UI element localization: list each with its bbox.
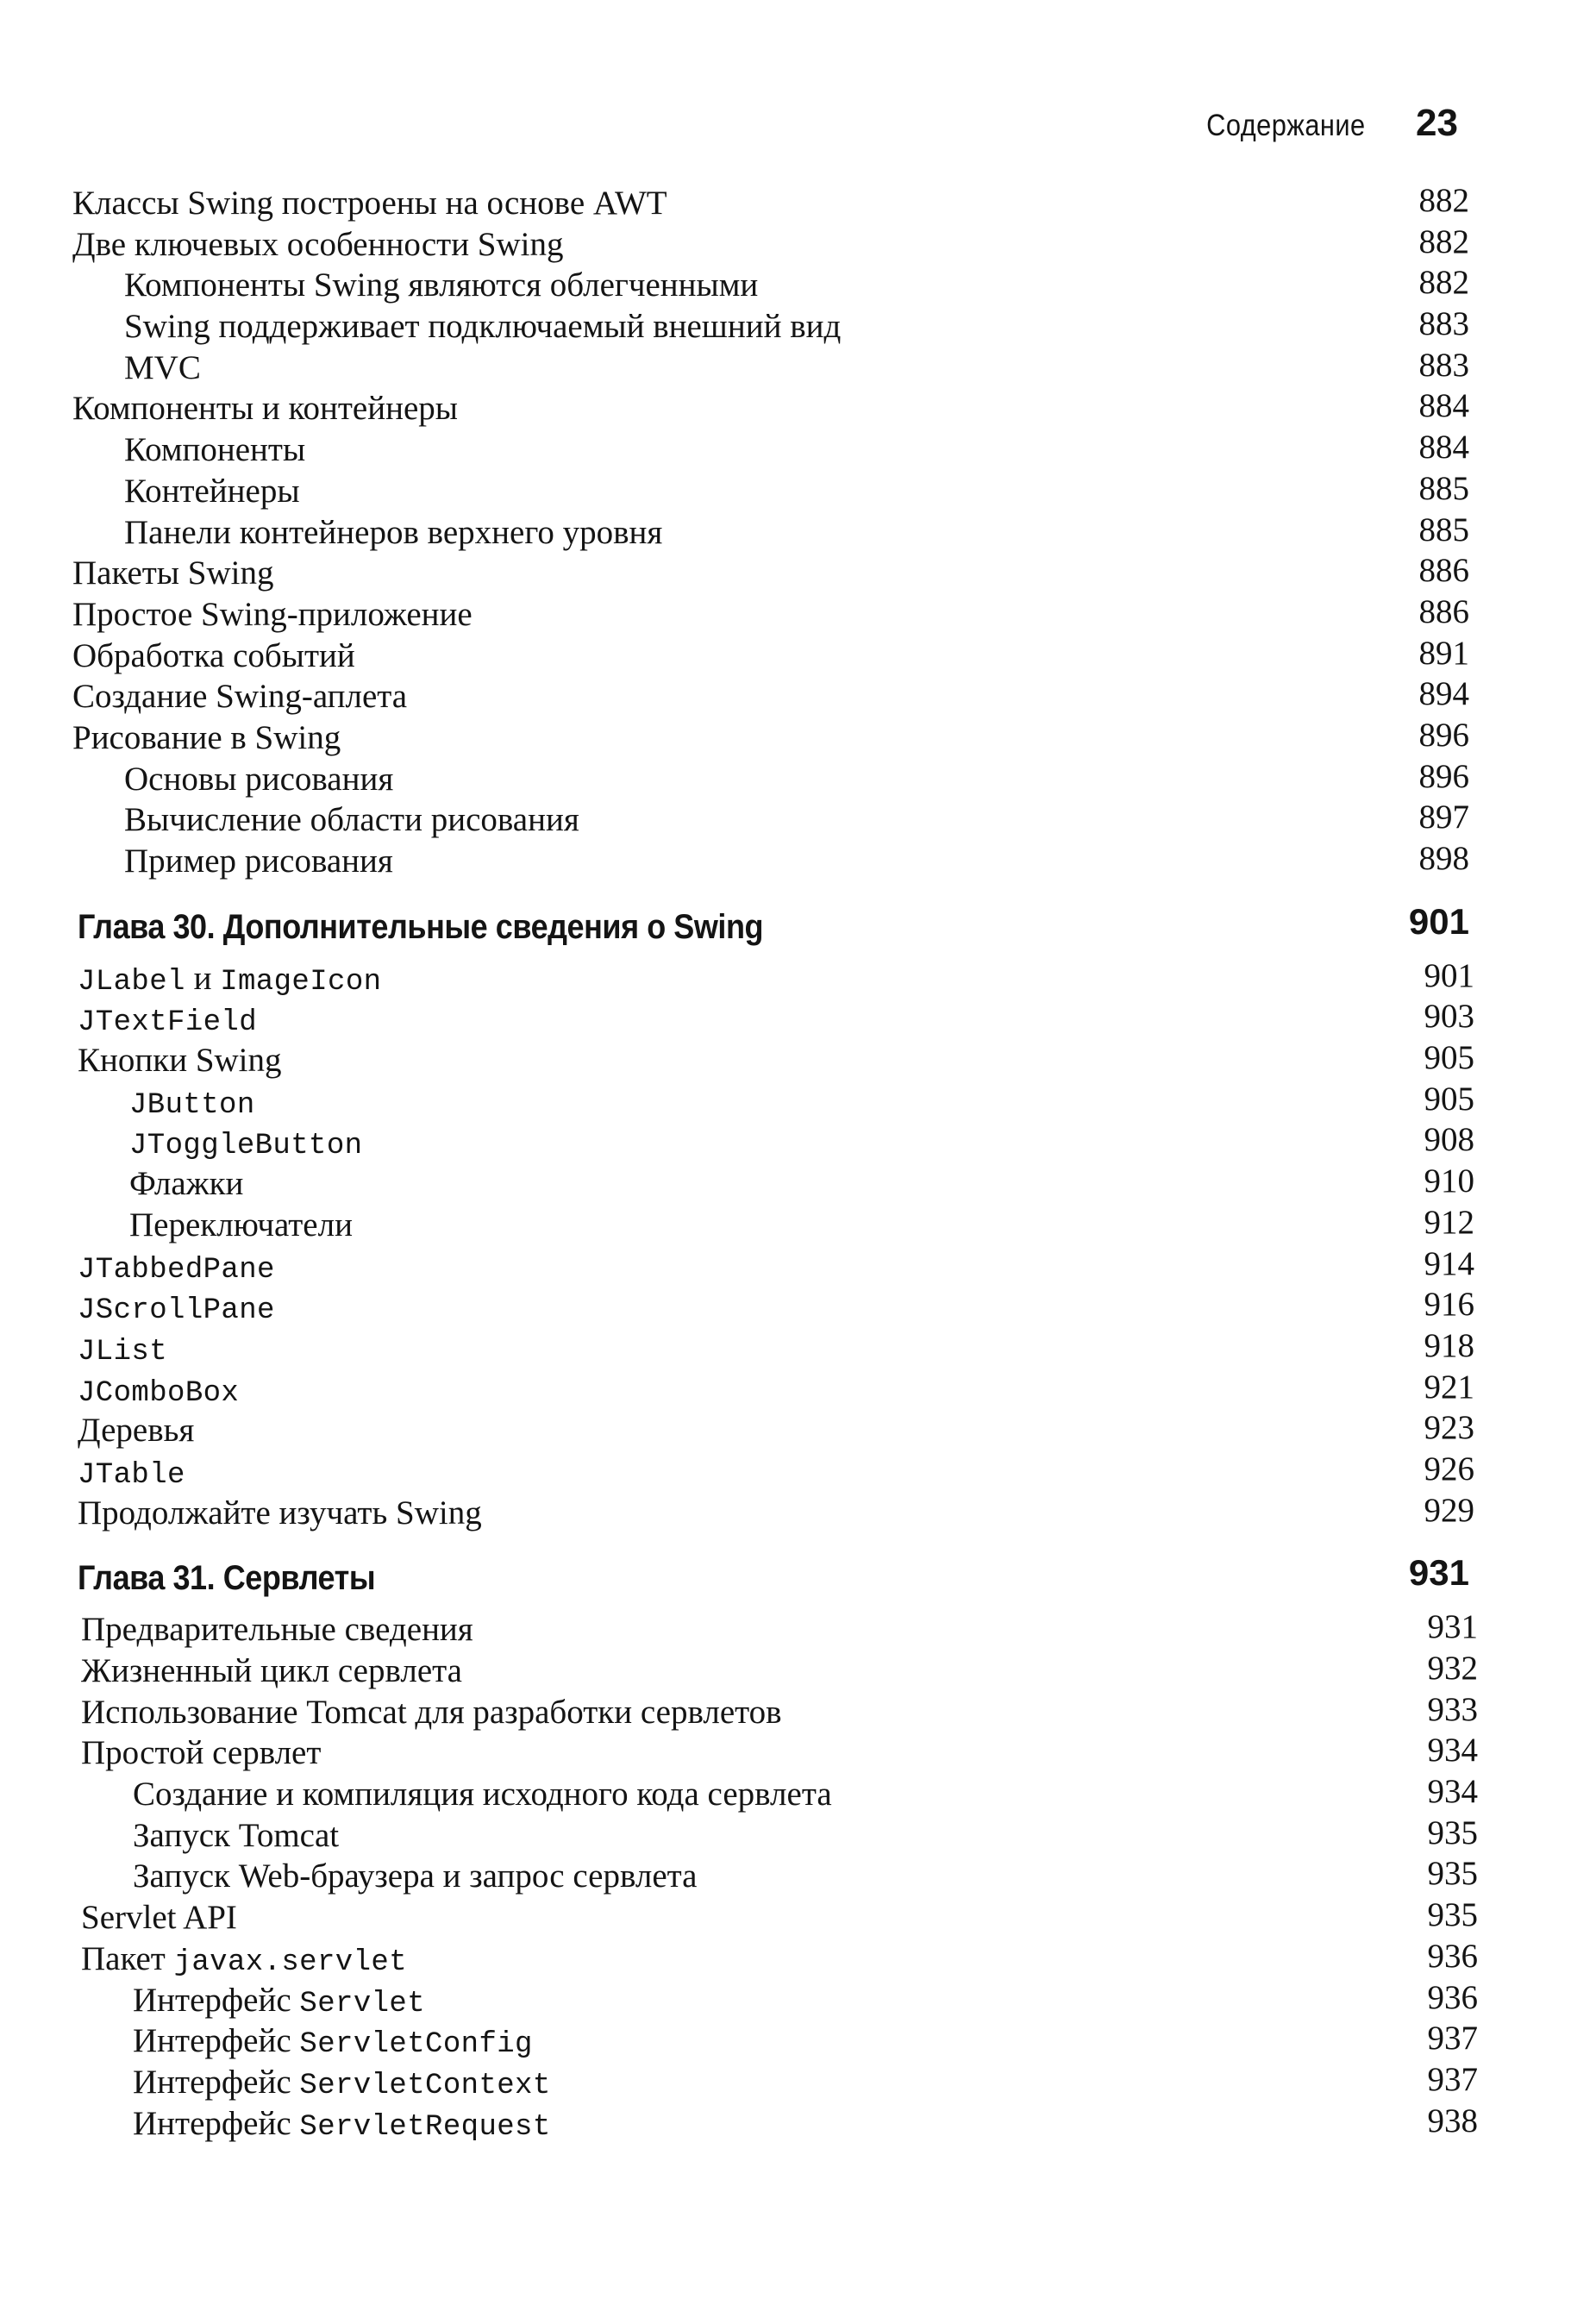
title-text: Интерфейс [133, 2022, 300, 2060]
toc-entry-page: 921 [1424, 1368, 1474, 1406]
toc-entry-title [78, 1369, 239, 1415]
toc-entry-title: Вычисление области рисования [124, 801, 579, 839]
toc-entry [78, 1040, 1474, 1081]
toc-entry-title: Классы Swing построены на основе AWT [72, 185, 667, 222]
code-term: JScrollPane [78, 1294, 275, 1328]
toc-entry-title: Жизненный цикл сервлета [81, 1652, 462, 1689]
toc-entries [72, 183, 1469, 882]
toc-entry-title: Продолжайте изучать Swing [78, 1494, 482, 1532]
toc-entry-page: 934 [1427, 1732, 1478, 1770]
code-term: ServletRequest [299, 2110, 551, 2144]
toc-entry-page: 931 [1427, 1608, 1478, 1646]
toc-entry [81, 1856, 1478, 1897]
code-term: JTable [78, 1458, 185, 1492]
toc-entry-page: 901 [1424, 956, 1474, 994]
toc-entry [81, 1980, 1478, 2021]
toc-entry-title: MVC [124, 348, 201, 386]
toc-entry-title [129, 1081, 255, 1127]
toc-entry-page: 896 [1418, 757, 1469, 795]
toc-entry [72, 224, 1469, 266]
toc-entry-page: 926 [1424, 1450, 1474, 1488]
toc-entry-title: Пример рисования [124, 843, 393, 880]
toc-entry-page: 883 [1418, 346, 1469, 384]
toc-entry-title [81, 1939, 407, 1984]
code-term: Servlet [299, 1987, 426, 2020]
toc-entry [72, 265, 1469, 306]
toc-entry [72, 512, 1469, 554]
toc-block-continuation [72, 183, 1469, 882]
toc-entry [72, 841, 1469, 882]
toc-entry-page: 910 [1424, 1162, 1474, 1200]
toc-entry-page: 935 [1427, 1896, 1478, 1934]
title-text: Интерфейс [133, 1981, 300, 2019]
toc-entry-page: 884 [1418, 429, 1469, 467]
toc-entry-title [78, 958, 381, 1004]
toc-entry-page: 934 [1427, 1773, 1478, 1811]
toc-entry-page: 903 [1424, 998, 1474, 1036]
toc-entry-title: Servlet API [81, 1899, 237, 1937]
toc-entry-title [78, 999, 257, 1044]
toc-entry [72, 306, 1469, 348]
toc-entry-page: 882 [1418, 182, 1469, 219]
toc-entry-title [133, 2062, 551, 2108]
toc-entry [72, 471, 1469, 512]
toc-entry [81, 1939, 1478, 1980]
toc-entry [72, 594, 1469, 636]
toc-entry-title: Две ключевых особенности Swing [72, 225, 564, 263]
toc-entry [72, 636, 1469, 677]
toc-entry-page: 929 [1424, 1491, 1474, 1529]
code-term: JToggleButton [129, 1130, 363, 1163]
toc-entry-title: Компоненты Swing являются облегченными [124, 266, 759, 304]
toc-entry-page: 886 [1418, 592, 1469, 630]
toc-entries [78, 958, 1474, 1534]
toc-entry-page: 905 [1424, 1039, 1474, 1077]
toc-entry-title: Деревья [78, 1412, 195, 1450]
toc-entry [81, 1651, 1478, 1692]
toc-entry-title: Swing поддерживает подключаемый внешний вид [124, 308, 842, 346]
toc-entry [81, 2103, 1478, 2145]
toc-entry [78, 1122, 1474, 1163]
toc-entry [78, 1081, 1474, 1123]
toc-entry-page: 912 [1424, 1203, 1474, 1241]
toc-entry-title: Панели контейнеров верхнего уровня [124, 513, 663, 551]
chapter-page-number: 931 [1408, 1552, 1469, 1594]
toc-entry-title [78, 1451, 185, 1497]
toc-entry-page: 937 [1427, 2020, 1478, 2058]
toc-entry [81, 1692, 1478, 1733]
toc-entry-title: Контейнеры [124, 472, 300, 510]
toc-entry-page: 935 [1427, 1855, 1478, 1893]
title-text: Интерфейс [133, 2104, 300, 2142]
running-head [1185, 102, 1458, 145]
code-term: ImageIcon [220, 965, 382, 999]
toc-entry-title [78, 1246, 275, 1292]
code-term: javax.servlet [173, 1945, 408, 1979]
toc-entry-page: 894 [1418, 675, 1469, 713]
toc-entry-page: 933 [1427, 1690, 1478, 1728]
toc-entry [72, 799, 1469, 841]
toc-entry [78, 1205, 1474, 1246]
toc-entry-page: 885 [1418, 469, 1469, 507]
toc-entry-title [133, 1980, 425, 2026]
toc-entry [78, 1163, 1474, 1205]
toc-entry-page: 882 [1418, 264, 1469, 302]
toc-entry-title: Компоненты и контейнеры [72, 390, 458, 428]
toc-entry-page: 932 [1427, 1650, 1478, 1687]
toc-entry-title: Запуск Tomcat [133, 1816, 340, 1854]
code-term: JTabbedPane [78, 1253, 275, 1287]
toc-entry-title [78, 1287, 275, 1332]
toc-entry [81, 1774, 1478, 1815]
toc-entry [78, 1410, 1474, 1451]
toc-entry-page: 918 [1424, 1326, 1474, 1364]
toc-entry-page: 908 [1424, 1121, 1474, 1159]
running-head-section: Содержание [1206, 109, 1367, 142]
code-term: ServletContext [299, 2069, 551, 2102]
toc-entry-page: 923 [1424, 1409, 1474, 1447]
table-of-contents [72, 182, 1478, 2144]
toc-entry-title: Рисование в Swing [72, 718, 341, 756]
toc-entry [72, 348, 1469, 389]
toc-entry-page: 937 [1427, 2060, 1478, 2098]
toc-entry-page: 938 [1427, 2102, 1478, 2139]
toc-entry [72, 388, 1469, 429]
toc-entry-page: 936 [1427, 1978, 1478, 2016]
toc-entry-title [129, 1122, 362, 1168]
code-term: JList [78, 1335, 168, 1369]
toc-entry-title: Предварительные сведения [81, 1611, 473, 1649]
toc-entry [72, 553, 1469, 594]
toc-entry-title: Флажки [129, 1165, 244, 1203]
toc-entry-page: 905 [1424, 1080, 1474, 1118]
toc-entry-title [133, 2020, 533, 2066]
toc-entry-title: Запуск Web-браузера и запрос сервлета [133, 1857, 698, 1895]
toc-entry-title: Создание Swing-аплета [72, 678, 408, 716]
toc-entry [78, 1328, 1474, 1369]
chapter-heading [72, 882, 1469, 958]
toc-entry [81, 1609, 1478, 1651]
title-text: и [185, 959, 221, 997]
toc-entry [78, 999, 1474, 1040]
toc-entry [72, 183, 1469, 224]
toc-entry [78, 1246, 1474, 1287]
chapter-page-number: 901 [1408, 900, 1469, 942]
toc-entry [81, 2062, 1478, 2103]
chapter-title: Глава 31. Сервлеты [78, 1559, 376, 1598]
toc-entry [81, 1897, 1478, 1939]
toc-entry-title: Использование Tomcat для разработки сервлетов [81, 1693, 782, 1731]
chapter-heading [72, 1533, 1469, 1609]
toc-entry [72, 717, 1469, 759]
toc-entry [78, 1369, 1474, 1411]
toc-entry [81, 1815, 1478, 1857]
toc-entry [81, 1732, 1478, 1774]
code-term: JLabel [78, 965, 185, 999]
toc-entry-page: 891 [1418, 634, 1469, 672]
title-text: Пакет [81, 1939, 174, 1977]
toc-entry-page: 896 [1418, 716, 1469, 754]
toc-entry-title: Основы рисования [124, 760, 394, 798]
toc-entry-page: 936 [1427, 1937, 1478, 1975]
toc-block-chapter-30 [72, 882, 1474, 1534]
code-term: JComboBox [78, 1376, 240, 1410]
toc-entry-page: 886 [1418, 552, 1469, 590]
toc-entry-title: Компоненты [124, 431, 306, 469]
toc-entry-title: Пакеты Swing [72, 554, 274, 592]
toc-entry [78, 1493, 1474, 1534]
toc-entry [78, 1451, 1474, 1493]
toc-entry [72, 759, 1469, 800]
toc-entry-page: 897 [1418, 799, 1469, 836]
page-number: 23 [1416, 102, 1458, 144]
code-term: JTextField [78, 1006, 258, 1040]
toc-entry-page: 935 [1427, 1813, 1478, 1851]
chapter-title: Глава 30. Дополнительные сведения о Swing [78, 907, 764, 946]
toc-entry-title: Кнопки Swing [78, 1042, 282, 1080]
toc-entry-page: 885 [1418, 511, 1469, 548]
code-term: ServletConfig [299, 2028, 533, 2062]
title-text: Интерфейс [133, 2063, 300, 2101]
toc-entry-title: Переключатели [129, 1206, 353, 1243]
toc-entry-title: Создание и компиляция исходного кода сервлета [133, 1776, 832, 1813]
toc-entry [72, 429, 1469, 471]
toc-entry-title: Простой сервлет [81, 1734, 322, 1772]
toc-entry-page: 884 [1418, 387, 1469, 425]
toc-entry-page: 882 [1418, 222, 1469, 260]
toc-entries [81, 1609, 1478, 2144]
toc-entry-page: 883 [1418, 305, 1469, 343]
toc-entry-title: Простое Swing-приложение [72, 595, 473, 633]
toc-entry-title [133, 2103, 551, 2149]
toc-entry-title: Обработка событий [72, 636, 355, 674]
toc-entry [78, 1287, 1474, 1328]
toc-entry-title [78, 1328, 167, 1374]
toc-entry-page: 914 [1424, 1244, 1474, 1282]
code-term: JButton [129, 1088, 255, 1122]
toc-entry [72, 676, 1469, 717]
toc-entry [78, 958, 1474, 999]
toc-entry [81, 2020, 1478, 2062]
toc-entry-page: 916 [1424, 1286, 1474, 1324]
toc-entry-page: 898 [1418, 840, 1469, 877]
toc-block-chapter-31 [72, 1533, 1478, 2144]
